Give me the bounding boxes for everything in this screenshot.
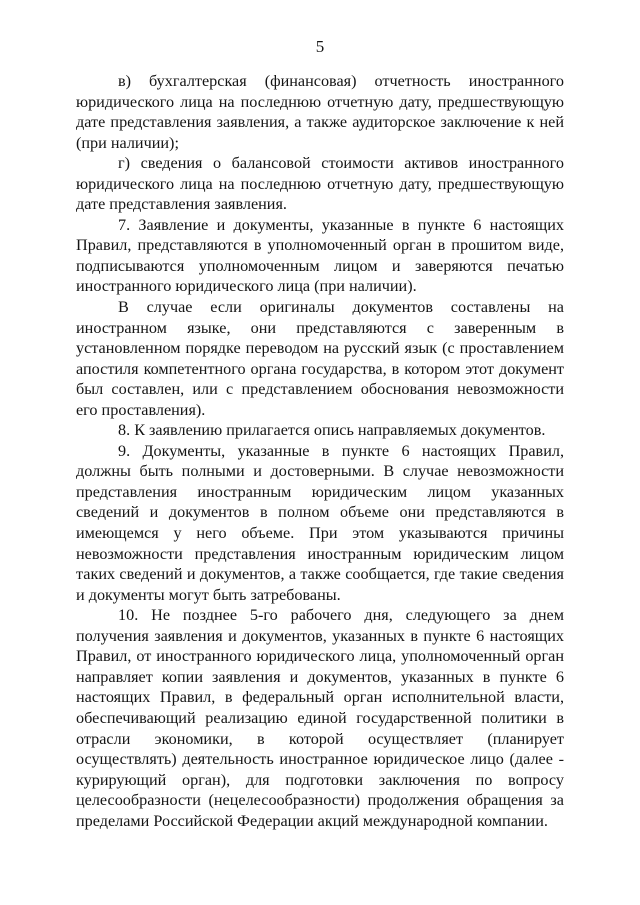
paragraph-foreign-language-docs: В случае если оригиналы документов составлены на иностранном языке, они представляются с заверенным в установленном порядке переводом на русский язык (с проставлением апостиля компетентного органа государства, в котором этот документ был составлен, или с представлением обоснования невозможности его проставления). <box>76 298 564 419</box>
paragraph-clause-10: 10. Не позднее 5-го рабочего дня, следующего за днем получения заявления и документов, указанных в пункте 6 настоящих Правил, от иностранного юридического лица, уполномоченный орган направляет копии заявления и документов, указанных в пункте 6 настоящих Правил, в федеральный орган исполнительной власти, обеспечивающий реализацию единой государственной политики в отрасли экономики, в которой осуществляет (планирует осуществлять) деятельность иностранное юридическое лицо (далее - курирующий орган), для подготовки заключения по вопросу целесообразности (нецелесообразности) продолжения обращения за пределами Российской Федерации акций международной компании. <box>76 606 564 830</box>
document-body <box>76 71 564 831</box>
paragraph-clause-8: 8. К заявлению прилагается опись направляемых документов. <box>118 421 546 440</box>
paragraph-item-v-financial-statements: в) бухгалтерская (финансовая) отчетность иностранного юридического лица на последнюю отчетную дату, предшествующую дате представления заявления, а также аудиторское заключение к ней (при наличии); <box>76 72 564 152</box>
paragraph-clause-7: 7. Заявление и документы, указанные в пункте 6 настоящих Правил, представляются в уполномоченный орган в прошитом виде, подписываются уполномоченным лицом и заверяются печатью иностранного юридического лица (при наличии). <box>76 215 564 296</box>
paragraph-item-g-asset-value: г) сведения о балансовой стоимости активов иностранного юридического лица на последнюю отчетную дату, предшествующую дате представления заявления. <box>76 154 564 214</box>
paragraph-clause-9: 9. Документы, указанные в пункте 6 настоящих Правил, должны быть полными и достоверными. В случае невозможности представления иностранным юридическим лицом указанных сведений и документов в полном объеме они представляются в имеющемся у него объеме. При этом указываются причины невозможности представления иностранным юридическим лицом таких сведений и документов, а также сообщается, где такие сведения и документы могут быть затребованы. <box>76 441 564 604</box>
page-number: 5 <box>315 37 325 56</box>
